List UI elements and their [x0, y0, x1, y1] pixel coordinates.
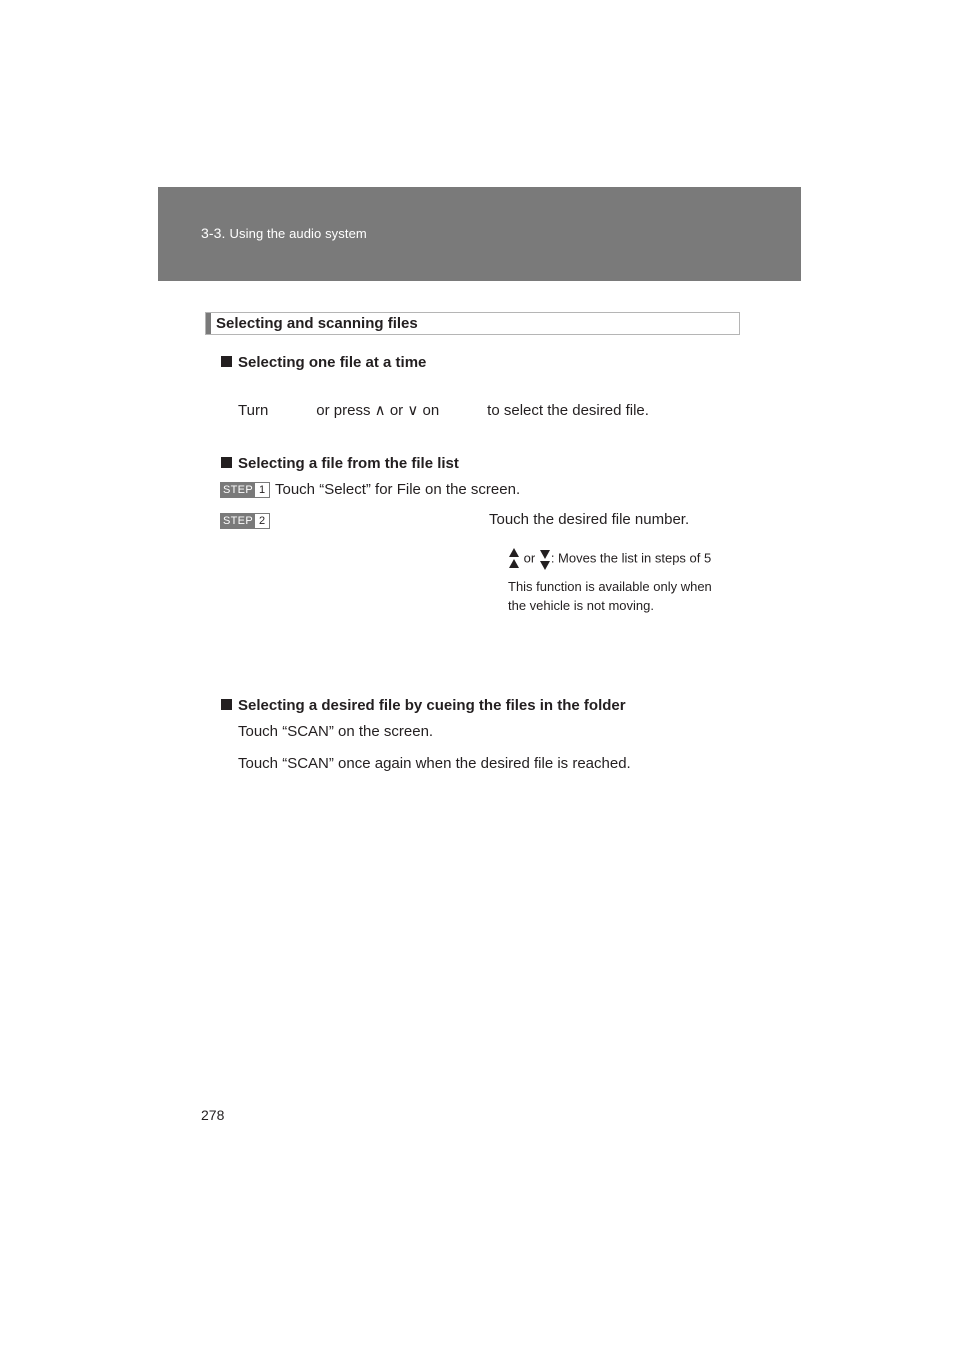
section-title: Using the audio system [229, 226, 367, 241]
step-1-text: Touch “Select” for File on the screen. [275, 481, 521, 498]
step-2-text: Touch the desired file number. [489, 511, 690, 528]
step-label: STEP [221, 483, 255, 497]
note-text: or [523, 550, 536, 566]
square-bullet-icon [221, 356, 232, 367]
instruction-one-at-a-time [238, 401, 649, 419]
subheading-file-list [221, 455, 459, 472]
instruction-text: or press [316, 402, 371, 419]
screen-image-area [220, 540, 475, 680]
down-caret-icon: ∨ [407, 402, 419, 419]
chapter-section-label [201, 225, 367, 241]
subheading-text: Selecting a desired file by cueing the files in the folder [238, 697, 626, 714]
note-availability-line2: the vehicle is not moving. [508, 598, 654, 613]
step-2-badge [220, 513, 270, 529]
note-availability-line1: This function is available only when [508, 579, 712, 594]
subheading-cueing [221, 697, 626, 714]
step-1-badge [220, 482, 270, 498]
cueing-instruction-1: Touch “SCAN” on the screen. [238, 723, 434, 740]
square-bullet-icon [221, 457, 232, 468]
scroll-up-arrow-icon [508, 547, 520, 571]
step-label: STEP [221, 514, 255, 528]
section-heading: Selecting and scanning files [216, 315, 418, 332]
instruction-text: or [389, 402, 404, 419]
scroll-down-arrow-icon [539, 547, 551, 571]
square-bullet-icon [221, 699, 232, 710]
subheading-text: Selecting a file from the file list [238, 455, 459, 472]
instruction-text: Turn [238, 402, 269, 419]
instruction-text: on [422, 402, 440, 419]
step-number: 2 [258, 515, 266, 527]
subheading-text: Selecting one file at a time [238, 354, 427, 371]
instruction-text: to select the desired file. [487, 402, 649, 419]
note-scroll-buttons [508, 547, 711, 571]
chapter-header-band [158, 187, 801, 281]
section-number: 3-3. [201, 225, 226, 241]
section-heading-box [205, 312, 740, 335]
cueing-instruction-2: Touch “SCAN” once again when the desired file is reached. [238, 755, 631, 772]
section-heading-bar [206, 313, 211, 334]
step-number: 1 [258, 484, 266, 496]
up-caret-icon: ∧ [374, 402, 386, 419]
subheading-one-at-a-time [221, 354, 426, 371]
page-number: 278 [201, 1107, 225, 1123]
note-text: : Moves the list in steps of 5 [550, 550, 712, 566]
